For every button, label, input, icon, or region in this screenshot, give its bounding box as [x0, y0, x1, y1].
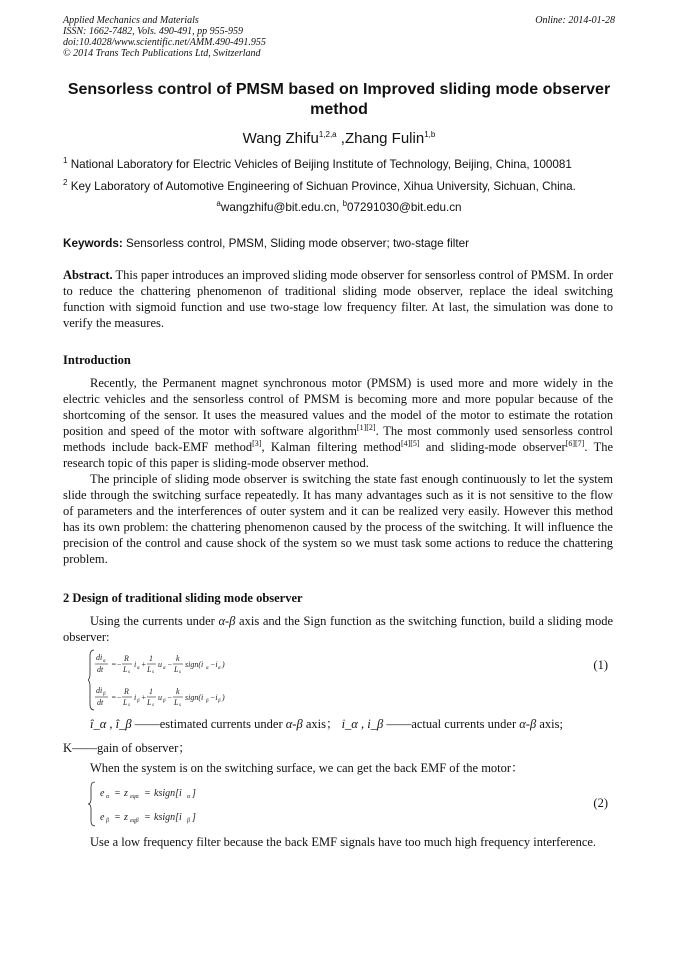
svg-text:−: −	[167, 660, 173, 669]
definitions-line	[63, 716, 613, 732]
svg-text:s: s	[179, 703, 181, 708]
alpha-beta-3: α-β	[519, 717, 537, 731]
svg-text:β: β	[103, 692, 106, 697]
affiliation-1	[63, 158, 623, 171]
gain-definition: K——gain of observer；	[63, 741, 191, 755]
svg-text:L: L	[123, 665, 128, 674]
alpha-beta: α-β	[218, 614, 236, 628]
intro-p1-e: . The research topic of this paper is sliding-mode observer method.	[63, 440, 614, 470]
emails	[63, 201, 615, 214]
s2-p1-a: Using the currents under	[90, 614, 219, 628]
svg-text:R: R	[124, 654, 129, 663]
svg-text:k: k	[176, 687, 180, 696]
axis-text-2: axis;	[539, 717, 563, 731]
svg-text:u: u	[158, 693, 162, 702]
authors	[63, 130, 615, 147]
svg-text:β: β	[206, 699, 209, 704]
affiliation-2	[63, 180, 623, 193]
svg-text:α: α	[218, 666, 221, 671]
doi: doi:10.4028/www.scientific.net/AMM.490-491.955	[63, 37, 266, 48]
svg-text:α: α	[187, 794, 191, 800]
estimated-currents-symbol: î_α , î_β	[90, 717, 132, 731]
svg-text:u: u	[158, 660, 162, 669]
keywords-label: Keywords:	[63, 237, 123, 250]
section-2-heading: 2 Design of traditional sliding mode observer	[63, 591, 303, 605]
svg-text:z: z	[124, 812, 128, 823]
svg-text:α: α	[106, 794, 110, 800]
email-1[interactable]: wangzhifu@bit.edu.cn	[220, 201, 337, 214]
section-2-paragraph-3: Use a low frequency filter because the back EMF signals have too much high frequency interference.	[90, 835, 597, 849]
svg-text:s: s	[128, 703, 130, 708]
svg-text:L: L	[174, 665, 179, 674]
svg-text:α: α	[137, 666, 140, 671]
svg-text:α: α	[206, 666, 209, 671]
svg-text:di: di	[96, 653, 103, 662]
svg-text:): )	[222, 693, 225, 702]
equation-2-number: (2)	[593, 796, 608, 810]
author-2-sup: 1,b	[424, 130, 436, 139]
affiliation-2-text: Key Laboratory of Automotive Engineering of Sichuan Province, Xihua University, Sichuan, China.	[70, 180, 576, 193]
svg-text:s: s	[128, 670, 130, 675]
section-2-paragraph-2: When the system is on the switching surface, we can get the back EMF of the motor：	[90, 761, 524, 775]
svg-text:]: ]	[192, 788, 196, 799]
svg-text:e: e	[100, 788, 105, 799]
author-1: Wang Zhifu	[242, 130, 319, 147]
svg-text:s: s	[179, 670, 181, 675]
online-date: Online: 2014-01-28	[535, 15, 615, 26]
email-b-sup: b	[342, 199, 348, 209]
svg-text:β: β	[163, 699, 166, 704]
intro-paragraph-1	[63, 375, 613, 471]
svg-text:β: β	[106, 818, 109, 824]
journal-name: Applied Mechanics and Materials	[63, 15, 199, 26]
svg-text:ksign[i: ksign[i	[154, 788, 182, 799]
affiliation-1-text: National Laboratory for Electric Vehicles of Beijing Institute of Technology, Beijing, China, 100081	[70, 158, 572, 171]
ref-1-2[interactable]: [1][2]	[356, 422, 376, 432]
svg-text:di: di	[96, 686, 103, 695]
svg-text:L: L	[174, 698, 179, 707]
author-sep: ,	[336, 130, 345, 147]
svg-text:−: −	[167, 693, 173, 702]
svg-text:1: 1	[149, 687, 153, 696]
svg-text:z: z	[124, 788, 128, 799]
svg-text:ksign[i: ksign[i	[154, 812, 182, 823]
axis-text-1: axis；	[305, 717, 339, 731]
intro-p1-b: . The most commonly used sensorless control methods include back-EMF method	[63, 424, 613, 454]
svg-text:=: =	[144, 788, 151, 799]
intro-p1-d: and sliding-mode observer	[419, 440, 566, 454]
svg-text:=−: =−	[111, 660, 122, 669]
issn: ISSN: 1662-7482, Vols. 490-491, pp 955-959	[63, 26, 243, 37]
estimated-currents-text: ——estimated currents under	[134, 717, 283, 731]
svg-text:): )	[222, 660, 225, 669]
svg-text:L: L	[147, 698, 152, 707]
svg-text:k: k	[176, 654, 180, 663]
svg-text:1: 1	[149, 654, 153, 663]
svg-text:α: α	[163, 666, 166, 671]
svg-text:eqα: eqα	[130, 794, 139, 800]
intro-paragraph-2: The principle of sliding mode observer is switching the state fast enough continuously to let the system slide through the switching surface repeatedly. It has many advantages such as it is not sensitive to the flow of parameters and the interferences of outer system and it can be realized very easily. However this method has its own problem: the chattering phenomenon caused by the process of the switching. It will influence the precision of the control and cause shock of the system so we must task some actions to reduce the chattering problem.	[63, 472, 613, 566]
svg-text:]: ]	[192, 812, 196, 823]
abstract	[63, 267, 613, 331]
keywords-text: Sensorless control, PMSM, Sliding mode observer; two-stage filter	[122, 237, 469, 250]
alpha-beta-2: α-β	[285, 717, 303, 731]
svg-text:L: L	[147, 665, 152, 674]
equation-1-number: (1)	[593, 658, 608, 672]
svg-text:dt: dt	[97, 665, 104, 674]
actual-currents-text: ——actual currents under	[386, 717, 517, 731]
email-2[interactable]: 07291030@bit.edu.cn	[347, 201, 462, 214]
equation-1-graphic	[88, 648, 288, 712]
svg-text:s: s	[152, 703, 154, 708]
actual-currents-symbol: i_α , i_β	[341, 717, 384, 731]
equation-2-graphic	[88, 780, 268, 828]
keywords	[63, 237, 623, 250]
svg-text:β: β	[137, 699, 140, 704]
svg-text:α: α	[103, 659, 106, 664]
intro-p1-a: Recently, the Permanent magnet synchronous motor (PMSM) is used more and more widely in the electric vehicles and the sensorless control of PMSM is becoming more and more popular because of the shortcoming of the sensor. It uses the measured values and the model of the motor to estimate the rotation position and speed of the motor with software algorithm	[63, 376, 613, 438]
svg-text:eqβ: eqβ	[130, 818, 139, 824]
svg-text:s: s	[152, 670, 154, 675]
svg-text:i: i	[134, 660, 137, 669]
svg-text:−i: −i	[210, 660, 218, 669]
equation-2	[88, 780, 268, 828]
svg-text:+: +	[141, 693, 147, 702]
copyright: © 2014 Trans Tech Publications Ltd, Switzerland	[63, 48, 261, 59]
page-header	[63, 15, 615, 59]
svg-text:dt: dt	[97, 698, 104, 707]
svg-text:β: β	[218, 699, 221, 704]
svg-text:sign(i: sign(i	[185, 693, 204, 702]
svg-text:=: =	[144, 812, 151, 823]
section-2-paragraph-1	[63, 613, 613, 645]
svg-text:sign(i: sign(i	[185, 660, 204, 669]
intro-p1-c: , Kalman filtering method	[261, 440, 401, 454]
svg-text:=−: =−	[111, 693, 122, 702]
abstract-label: Abstract.	[63, 268, 113, 282]
affiliation-2-num: 2	[63, 178, 68, 188]
svg-text:L: L	[123, 698, 128, 707]
intro-heading: Introduction	[63, 353, 131, 367]
ref-4-5[interactable]: [4][5]	[400, 438, 420, 448]
svg-text:i: i	[134, 693, 137, 702]
ref-3[interactable]: [3]	[252, 438, 262, 448]
ref-6-7[interactable]: [6][7]	[565, 438, 585, 448]
svg-text:=: =	[114, 812, 121, 823]
email-sep: ,	[336, 201, 343, 214]
email-a-sup: a	[216, 199, 221, 209]
paper-title: Sensorless control of PMSM based on Improved sliding mode observer method	[67, 81, 611, 118]
svg-text:=: =	[114, 788, 121, 799]
svg-text:e: e	[100, 812, 105, 823]
author-1-sup: 1,2,a	[318, 130, 337, 139]
svg-text:+: +	[141, 660, 147, 669]
author-2: Zhang Fulin	[344, 130, 425, 147]
s2-p1-b: axis and the Sign function as the switching function, build a sliding mode observer:	[63, 614, 613, 644]
svg-text:R: R	[124, 687, 129, 696]
abstract-text: This paper introduces an improved sliding mode observer for sensorless control of PMSM. In order to reduce the chattering phenomenon of traditional sliding mode observer, replace the ideal switching function with sigmoid function and use two-stage low frequency filter. At last, the simulation was done to verify the measures.	[63, 268, 614, 330]
svg-text:−i: −i	[210, 693, 218, 702]
svg-text:β: β	[187, 818, 190, 824]
affiliation-1-num: 1	[63, 156, 68, 166]
equation-1	[88, 648, 288, 712]
